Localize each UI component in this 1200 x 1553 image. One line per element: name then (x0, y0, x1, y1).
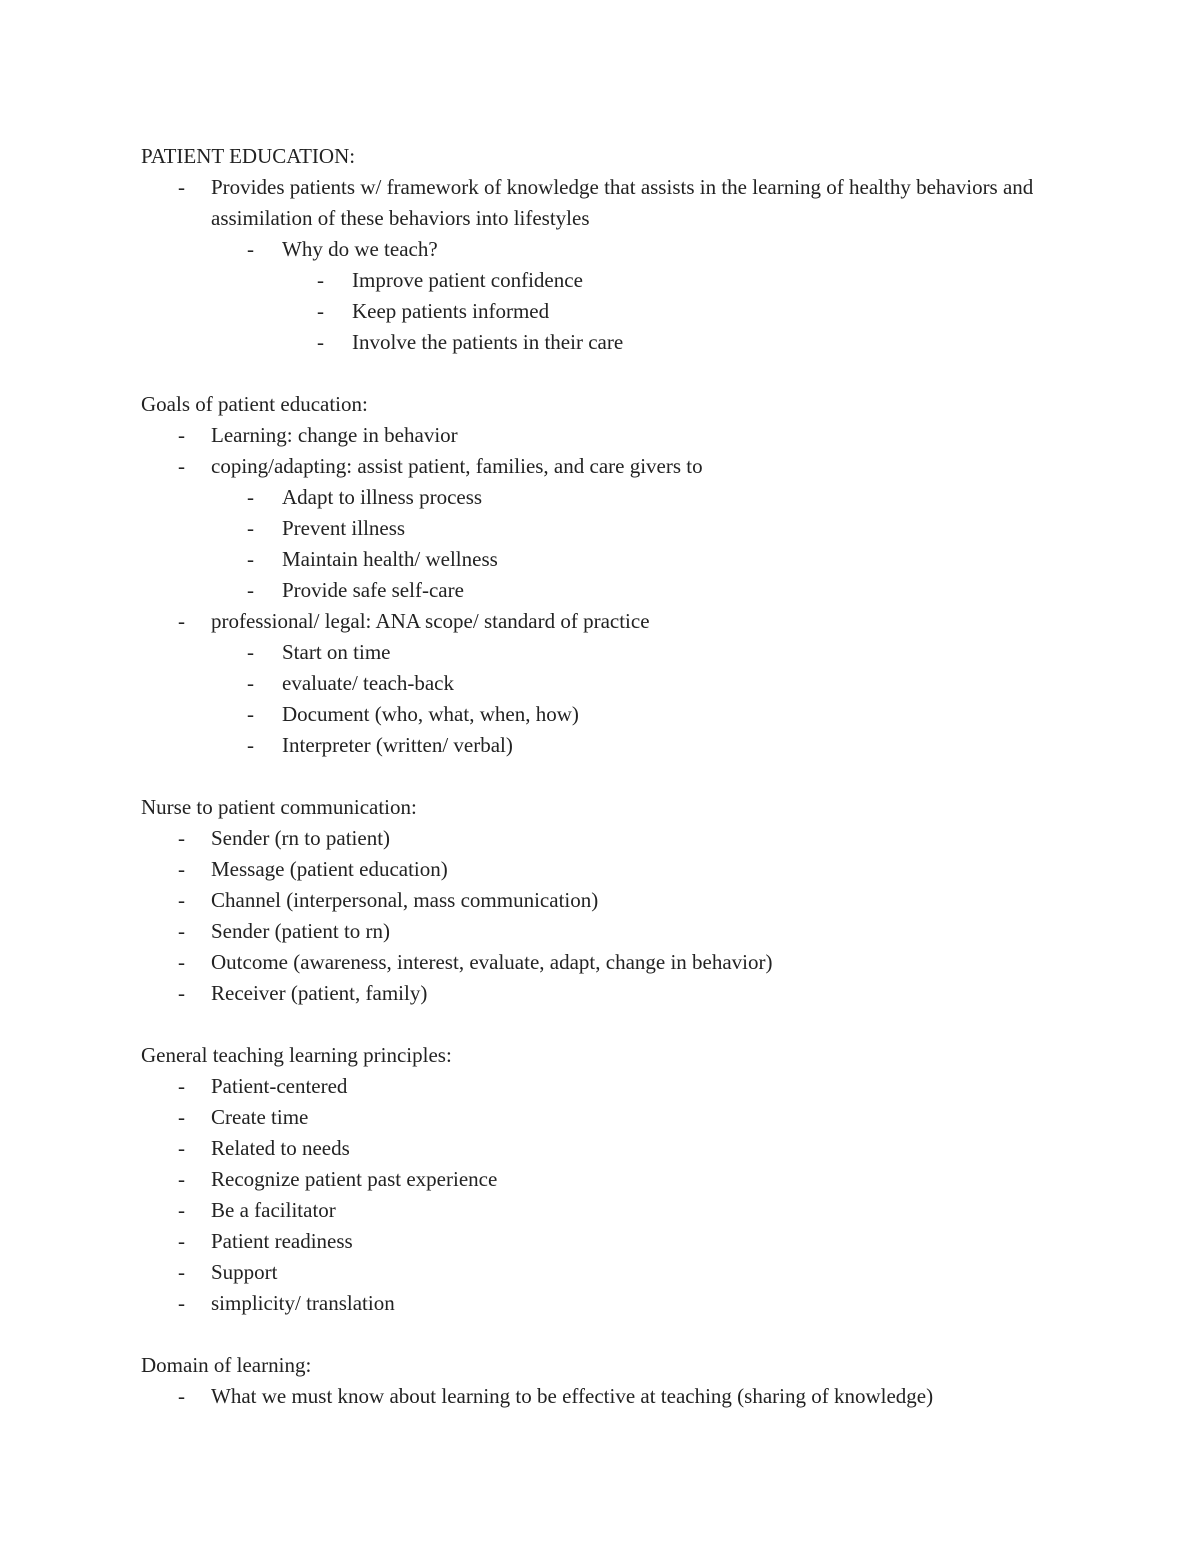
list-item-text: Why do we teach? (282, 237, 438, 261)
bullet-dash: - (247, 485, 254, 509)
section (141, 1040, 1071, 1319)
bullet-dash: - (247, 237, 254, 261)
bullet-dash: - (247, 516, 254, 540)
list-item-level-2 (141, 637, 1071, 668)
list-item-text: professional/ legal: ANA scope/ standard of practice (211, 609, 650, 633)
bullet-dash: - (247, 733, 254, 757)
list-item-level-2 (141, 668, 1071, 699)
bullet-dash: - (317, 330, 324, 354)
list-item-text: Provide safe self-care (282, 578, 464, 602)
list-item-level-2 (141, 575, 1071, 606)
list-item-level-1 (141, 606, 1071, 637)
list-item-text: Be a facilitator (211, 1198, 336, 1222)
section-heading: Nurse to patient communication: (141, 795, 417, 819)
list-item-level-2 (141, 482, 1071, 513)
section-heading: Domain of learning: (141, 1353, 312, 1377)
section-heading: General teaching learning principles: (141, 1043, 452, 1067)
bullet-dash: - (178, 1384, 185, 1408)
bullet-dash: - (178, 1198, 185, 1222)
list-item-text: Prevent illness (282, 516, 406, 540)
list-item-text: Receiver (patient, family) (211, 981, 428, 1005)
section-spacer (141, 1009, 1071, 1040)
list-item-level-1 (141, 1102, 1071, 1133)
bullet-dash: - (178, 454, 185, 478)
bullet-dash: - (178, 423, 185, 447)
bullet-dash: - (247, 671, 254, 695)
bullet-dash: - (178, 609, 185, 633)
bullet-dash: - (247, 702, 254, 726)
list-item-text: Patient-centered (211, 1074, 348, 1098)
section-heading: Goals of patient education: (141, 392, 368, 416)
bullet-dash: - (178, 981, 185, 1005)
bullet-dash: - (247, 640, 254, 664)
list-item-text: Patient readiness (211, 1229, 353, 1253)
bullet-dash: - (178, 1229, 185, 1253)
list-item-level-1 (141, 172, 1071, 234)
section (141, 141, 1071, 358)
bullet-dash: - (247, 547, 254, 571)
list-item-level-1 (141, 854, 1071, 885)
list-item-level-1 (141, 1257, 1071, 1288)
list-item-level-2 (141, 699, 1071, 730)
list-item-level-1 (141, 1381, 1071, 1412)
list-item-text: Provides patients w/ framework of knowledge that assists in the learning of healthy behaviors and assimilation of these behaviors into lifestyles (211, 175, 1034, 230)
list-item-text: Involve the patients in their care (352, 330, 624, 354)
bullet-dash: - (178, 950, 185, 974)
bullet-dash: - (178, 1074, 185, 1098)
bullet-dash: - (178, 1167, 185, 1191)
list-item-level-2 (141, 234, 1071, 265)
section (141, 792, 1071, 1009)
list-item-level-2 (141, 730, 1071, 761)
list-item-text: Improve patient confidence (352, 268, 583, 292)
list-item-text: coping/adapting: assist patient, families, and care givers to (211, 454, 703, 478)
bullet-dash: - (178, 1291, 185, 1315)
list-item-text: Sender (patient to rn) (211, 919, 391, 943)
list-item-level-1 (141, 916, 1071, 947)
list-item-text: What we must know about learning to be effective at teaching (sharing of knowledge) (211, 1384, 934, 1408)
list-item-level-1 (141, 1195, 1071, 1226)
list-item-level-1 (141, 451, 1071, 482)
list-item-text: Adapt to illness process (282, 485, 483, 509)
bullet-dash: - (247, 578, 254, 602)
list-item-text: Message (patient education) (211, 857, 448, 881)
list-item-level-1 (141, 978, 1071, 1009)
list-item-level-1 (141, 1071, 1071, 1102)
bullet-dash: - (178, 1136, 185, 1160)
list-item-text: Maintain health/ wellness (282, 547, 498, 571)
list-item-text: Start on time (282, 640, 391, 664)
list-item-text: Learning: change in behavior (211, 423, 458, 447)
section-spacer (141, 761, 1071, 792)
list-item-text: Related to needs (211, 1136, 350, 1160)
list-item-level-1 (141, 1164, 1071, 1195)
list-item-text: Outcome (awareness, interest, evaluate, adapt, change in behavior) (211, 950, 773, 974)
section (141, 389, 1071, 761)
list-item-level-3 (141, 327, 1071, 358)
list-item-level-2 (141, 544, 1071, 575)
list-item-level-1 (141, 1288, 1071, 1319)
bullet-dash: - (178, 826, 185, 850)
list-item-text: Channel (interpersonal, mass communication) (211, 888, 599, 912)
list-item-level-3 (141, 265, 1071, 296)
list-item-text: Document (who, what, when, how) (282, 702, 579, 726)
list-item-level-3 (141, 296, 1071, 327)
bullet-dash: - (178, 1105, 185, 1129)
list-item-text: simplicity/ translation (211, 1291, 395, 1315)
section-spacer (141, 1319, 1071, 1350)
list-item-text: evaluate/ teach-back (282, 671, 454, 695)
list-item-level-1 (141, 1226, 1071, 1257)
list-item-text: Support (211, 1260, 278, 1284)
section-spacer (141, 358, 1071, 389)
list-item-text: Create time (211, 1105, 309, 1129)
section (141, 1350, 1071, 1412)
list-item-text: Keep patients informed (352, 299, 550, 323)
bullet-dash: - (317, 268, 324, 292)
bullet-dash: - (178, 175, 185, 199)
list-item-text: Interpreter (written/ verbal) (282, 733, 513, 757)
list-item-level-1 (141, 823, 1071, 854)
bullet-dash: - (178, 888, 185, 912)
list-item-level-1 (141, 947, 1071, 978)
bullet-dash: - (178, 919, 185, 943)
list-item-level-1 (141, 420, 1071, 451)
list-item-text: Recognize patient past experience (211, 1167, 498, 1191)
document-body (141, 141, 1071, 1412)
section-heading: PATIENT EDUCATION: (141, 144, 356, 168)
bullet-dash: - (178, 857, 185, 881)
list-item-level-1 (141, 885, 1071, 916)
list-item-level-2 (141, 513, 1071, 544)
bullet-dash: - (317, 299, 324, 323)
list-item-level-1 (141, 1133, 1071, 1164)
bullet-dash: - (178, 1260, 185, 1284)
list-item-text: Sender (rn to patient) (211, 826, 391, 850)
